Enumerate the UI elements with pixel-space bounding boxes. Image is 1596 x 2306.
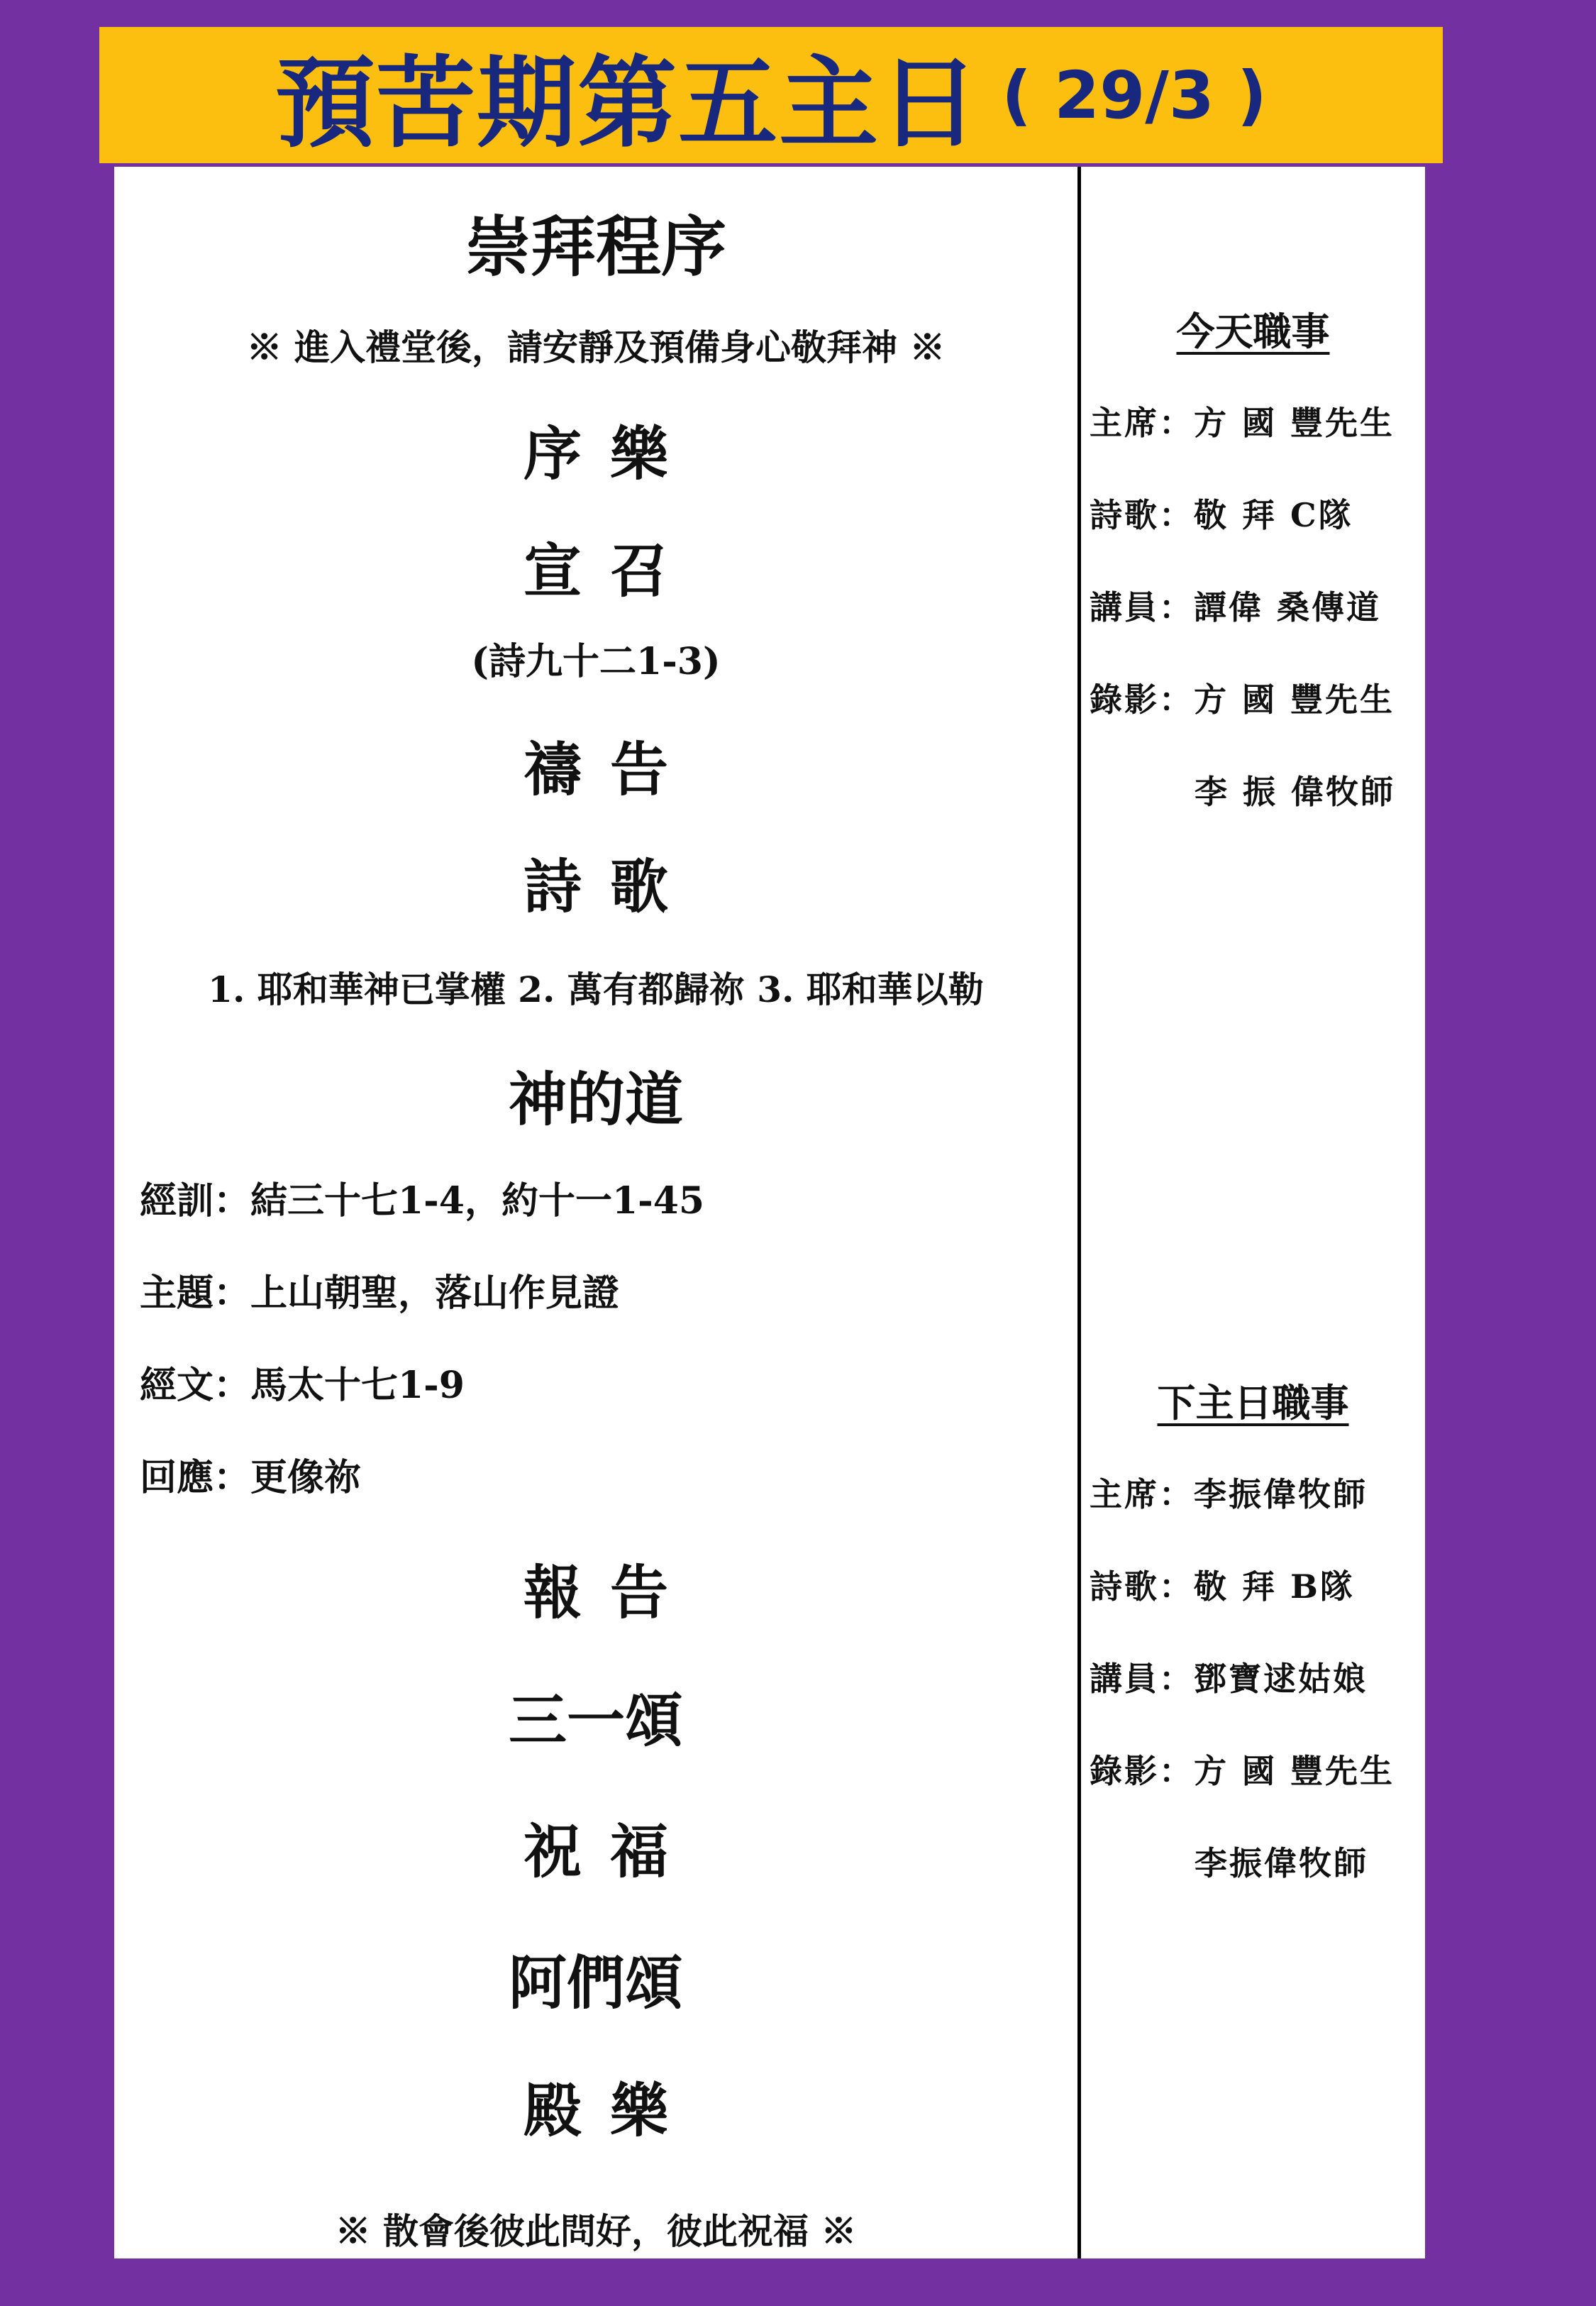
service-date: ( 29/3 ) — [1002, 57, 1267, 133]
service-title: 預苦期第五主日 — [275, 45, 981, 162]
lectionary: 經訓：結三十七1-4，約十一1-45 — [140, 1179, 705, 1223]
prayer: 禱告 — [523, 737, 697, 804]
sermon-theme: 主題：上山朝聖，落山作見證 — [140, 1271, 620, 1315]
order-of-worship — [114, 167, 1077, 2258]
opening-note: ※ 進入禮堂後，請安靜及預備身心敬拜神 ※ — [246, 326, 946, 368]
next-duty-item: 講員：鄧寶逑姑娘 — [1090, 1660, 1368, 1698]
prelude: 序樂 — [523, 421, 697, 488]
hymns: 詩歌 — [523, 854, 697, 921]
next-duty-item: 李振偉牧師 — [1195, 1844, 1368, 1882]
closing-note: ※ 散會後彼此問好，彼此祝福 ※ — [335, 2210, 857, 2252]
today-duty-item: 錄影：方 國 豐先生 — [1090, 680, 1395, 719]
benediction: 祝福 — [523, 1819, 697, 1886]
bulletin-sheet — [114, 167, 1425, 2258]
next-duty-item: 主席：李振偉牧師 — [1090, 1475, 1368, 1513]
duty-roster — [1081, 167, 1425, 2258]
next-duty-heading: 下主日職事 — [1157, 1380, 1349, 1425]
today-duty-item: 主席：方 國 豐先生 — [1090, 404, 1395, 442]
today-duty-item: 講員：譚偉 桑傳道 — [1090, 588, 1382, 627]
doxology: 三一頌 — [508, 1687, 683, 1755]
today-duty-heading: 今天職事 — [1176, 309, 1330, 354]
word-of-god: 神的道 — [508, 1066, 683, 1134]
amen: 阿們頌 — [508, 1950, 683, 2017]
today-duty-item: 李 振 偉牧師 — [1195, 773, 1396, 811]
call-to-worship: 宣召 — [523, 538, 697, 605]
next-duty-item: 錄影：方 國 豐先生 — [1090, 1752, 1395, 1790]
today-duty-item: 詩歌：敬 拜 C隊 — [1090, 496, 1353, 534]
call-scripture-ref: (詩九十二1-3) — [471, 640, 721, 683]
postlude: 殿樂 — [523, 2078, 697, 2145]
program-heading: 崇拜程序 — [465, 209, 726, 285]
scripture-reading: 經文：馬太十七1-9 — [140, 1364, 465, 1407]
next-duty-item: 詩歌：敬 拜 B隊 — [1090, 1567, 1355, 1606]
hymn-list: 1. 耶和華神已掌權 2. 萬有都歸祢 3. 耶和華以勒 — [208, 969, 984, 1010]
announcements: 報告 — [523, 1560, 697, 1627]
response-hymn: 回應：更像祢 — [140, 1456, 362, 1499]
title-banner — [99, 27, 1443, 163]
